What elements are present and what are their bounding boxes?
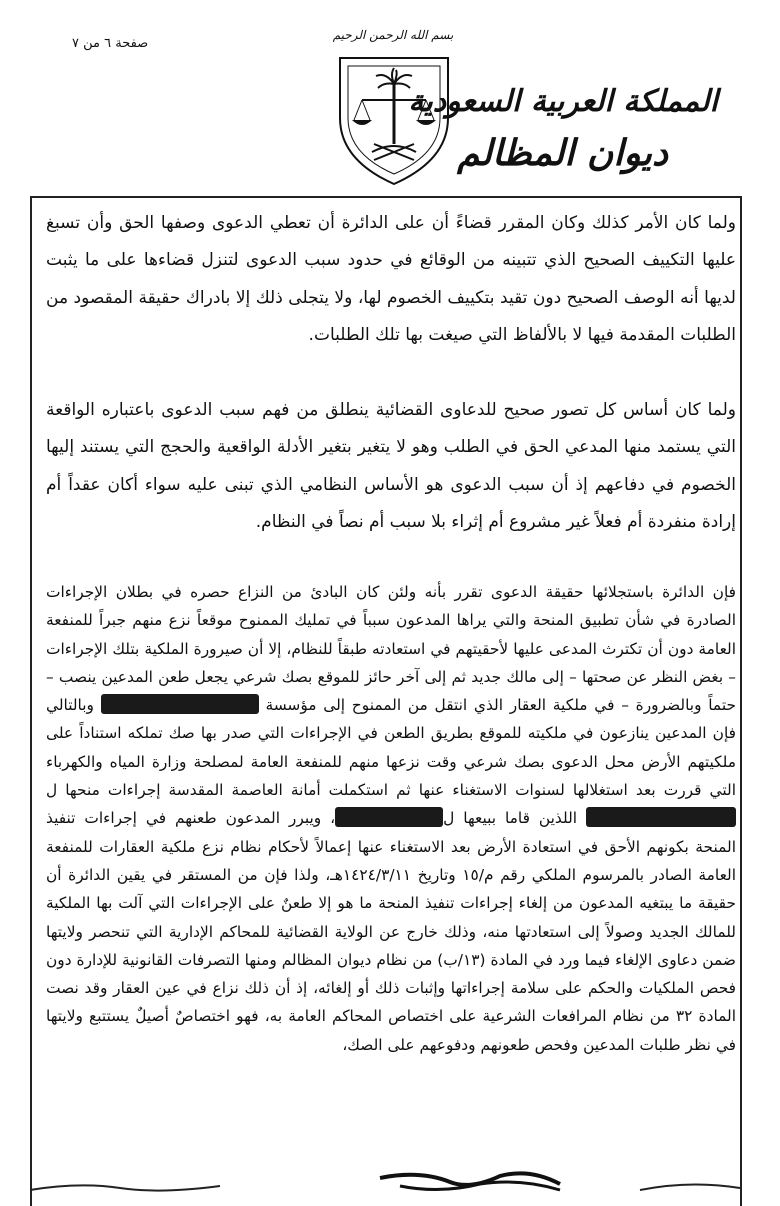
letterhead <box>0 0 780 196</box>
paragraph-court-findings <box>46 578 736 1059</box>
findings-text-part-2: وبالتالي فإن المدعين ينازعون في ملكيته للموقع بطريق الطعن في الإجراءات التي صدر بها صك تملكه استناداً على ملكيتهم الأرض محل الدعوى بصك شرعي وقت نزعها منهم للمنفعة العامة لمصلحة وزارة المياه والكهرباء التي قررت بعد استغلالها لسنوات الاستغناء عنها ثم استكملت أمانة العاصمة المقدسة إجراءات منحها ل <box>46 696 736 800</box>
kingdom-name: المملكة العربية السعودية <box>408 84 718 119</box>
findings-text-part-1: فإن الدائرة باستجلائها حقيقة الدعوى تقرر بأنه ولئن كان البادئ من النزاع حصره في بطلان الإجراءات الصادرة في شأن تطبيق المنحة والتي يراها المدعون سبباً في تمليك الممنوح موقعاً نزع منهم جبراً للمنفعة العامة دون أن تكترث المدعى عليها لأحقيتهم في استعادته طبقاً للنظام، إلا أن صيرورة الملكية بتلك الإجراءات – بغض النظر عن صحتها – إلى مالك جديد ثم إلى آخر حائز للموقع بصك شرعي يجعل طعن المدعين ينصب – حتماً وبالضرورة – في ملكية العقار الذي انتقل من الممنوح إلى مؤسسة <box>46 583 736 715</box>
redaction-block <box>101 694 259 714</box>
paragraph-claim-characterization: ولما كان الأمر كذلك وكان المقرر قضاءً أن على الدائرة أن تعطي الدعوى وصفها الحق وأن تسبغ عليها التكييف الصحيح الذي تتبينه من الوقائع في حدود سبب الدعوى لتنزل قضاءها على ما يثبت لديها أنه الوصف الصحيح دون تقيد بتكييف الخصوم لها، ولا يتجلى ذلك إلا بادراك حقيقة المقصود من الطلبات المقدمة فيها لا بالألفاظ التي صيغت بها تلك الطلبات. <box>46 213 736 346</box>
redaction-block <box>586 807 736 827</box>
court-name: ديوان المظالم <box>457 132 668 174</box>
page-number: صفحة ٦ من ٧ <box>72 36 149 51</box>
redaction-block <box>335 807 443 827</box>
findings-text-part-4: ، ويبرر المدعون طعنهم في إجراءات تنفيذ المنحة بكونهم الأحق في استعادة الأرض بعد الاستغناء عنها إعمالاً لأحكام نظام نزع ملكية العقارات للمنفعة العامة الصادر بالمرسوم الملكي رقم م/١٥ وتاريخ ١٤٢٤/٣/١١هـ، ولذا فإن من المستقر في يقين الدائرة أن حقيقة ما يبتغيه المدعون من إلغاء إجراءات تنفيذ المنحة ما هو إلا طعنٌ على الإجراءات التي آلت بها الملكية للمالك الجديد وصولاً إلى استعادتها منه، وذلك خارج عن الولاية القضائية للمحاكم الإدارية التي تنحصر ولايتها ضمن دعاوى الإلغاء فيما ورد في المادة (١٣/ب) من نظام ديوان المظالم ومنها التصرفات القانونية للإدارة دون فحص الملكيات والحكم على سلامة إجراءاتها وإثبات ذلك أو إلغائه، إذ أن ذلك نزاع في عين العقار وقد نصت المادة ٣٢ من نظام المرافعات الشرعية على اختصاص المحاكم العامة به، فهو اختصاصٌ أصيلٌ يستتبع ولايتها في نظر طلبات المدعين وفحص طعونهم ودفوعهم على الصك، <box>46 809 736 1054</box>
basmala: بسم الله الرحمن الرحيم <box>332 28 454 42</box>
findings-text-part-3: اللذين قاما ببيعها ل <box>443 809 578 828</box>
paragraph-cause-of-action: ولما كان أساس كل تصور صحيح للدعاوى القضائية ينطلق من فهم سبب الدعوى باعتباره الواقعة التي يستمد منها المدعي الحق في الطلب وهو لا يتغير بتغير الأدلة الواقعية والحجج التي يستند إليها الخصوم في دفاعهم إذ أن سبب الدعوى هو الأساس النظامي الذي تبنى عليه سواء أكان عقداً أم إرادة منفردة أم فعلاً غير مشروع أم إثراء بلا سبب أم نصاً في النظام. <box>46 400 736 533</box>
handwritten-marks <box>0 1160 780 1200</box>
